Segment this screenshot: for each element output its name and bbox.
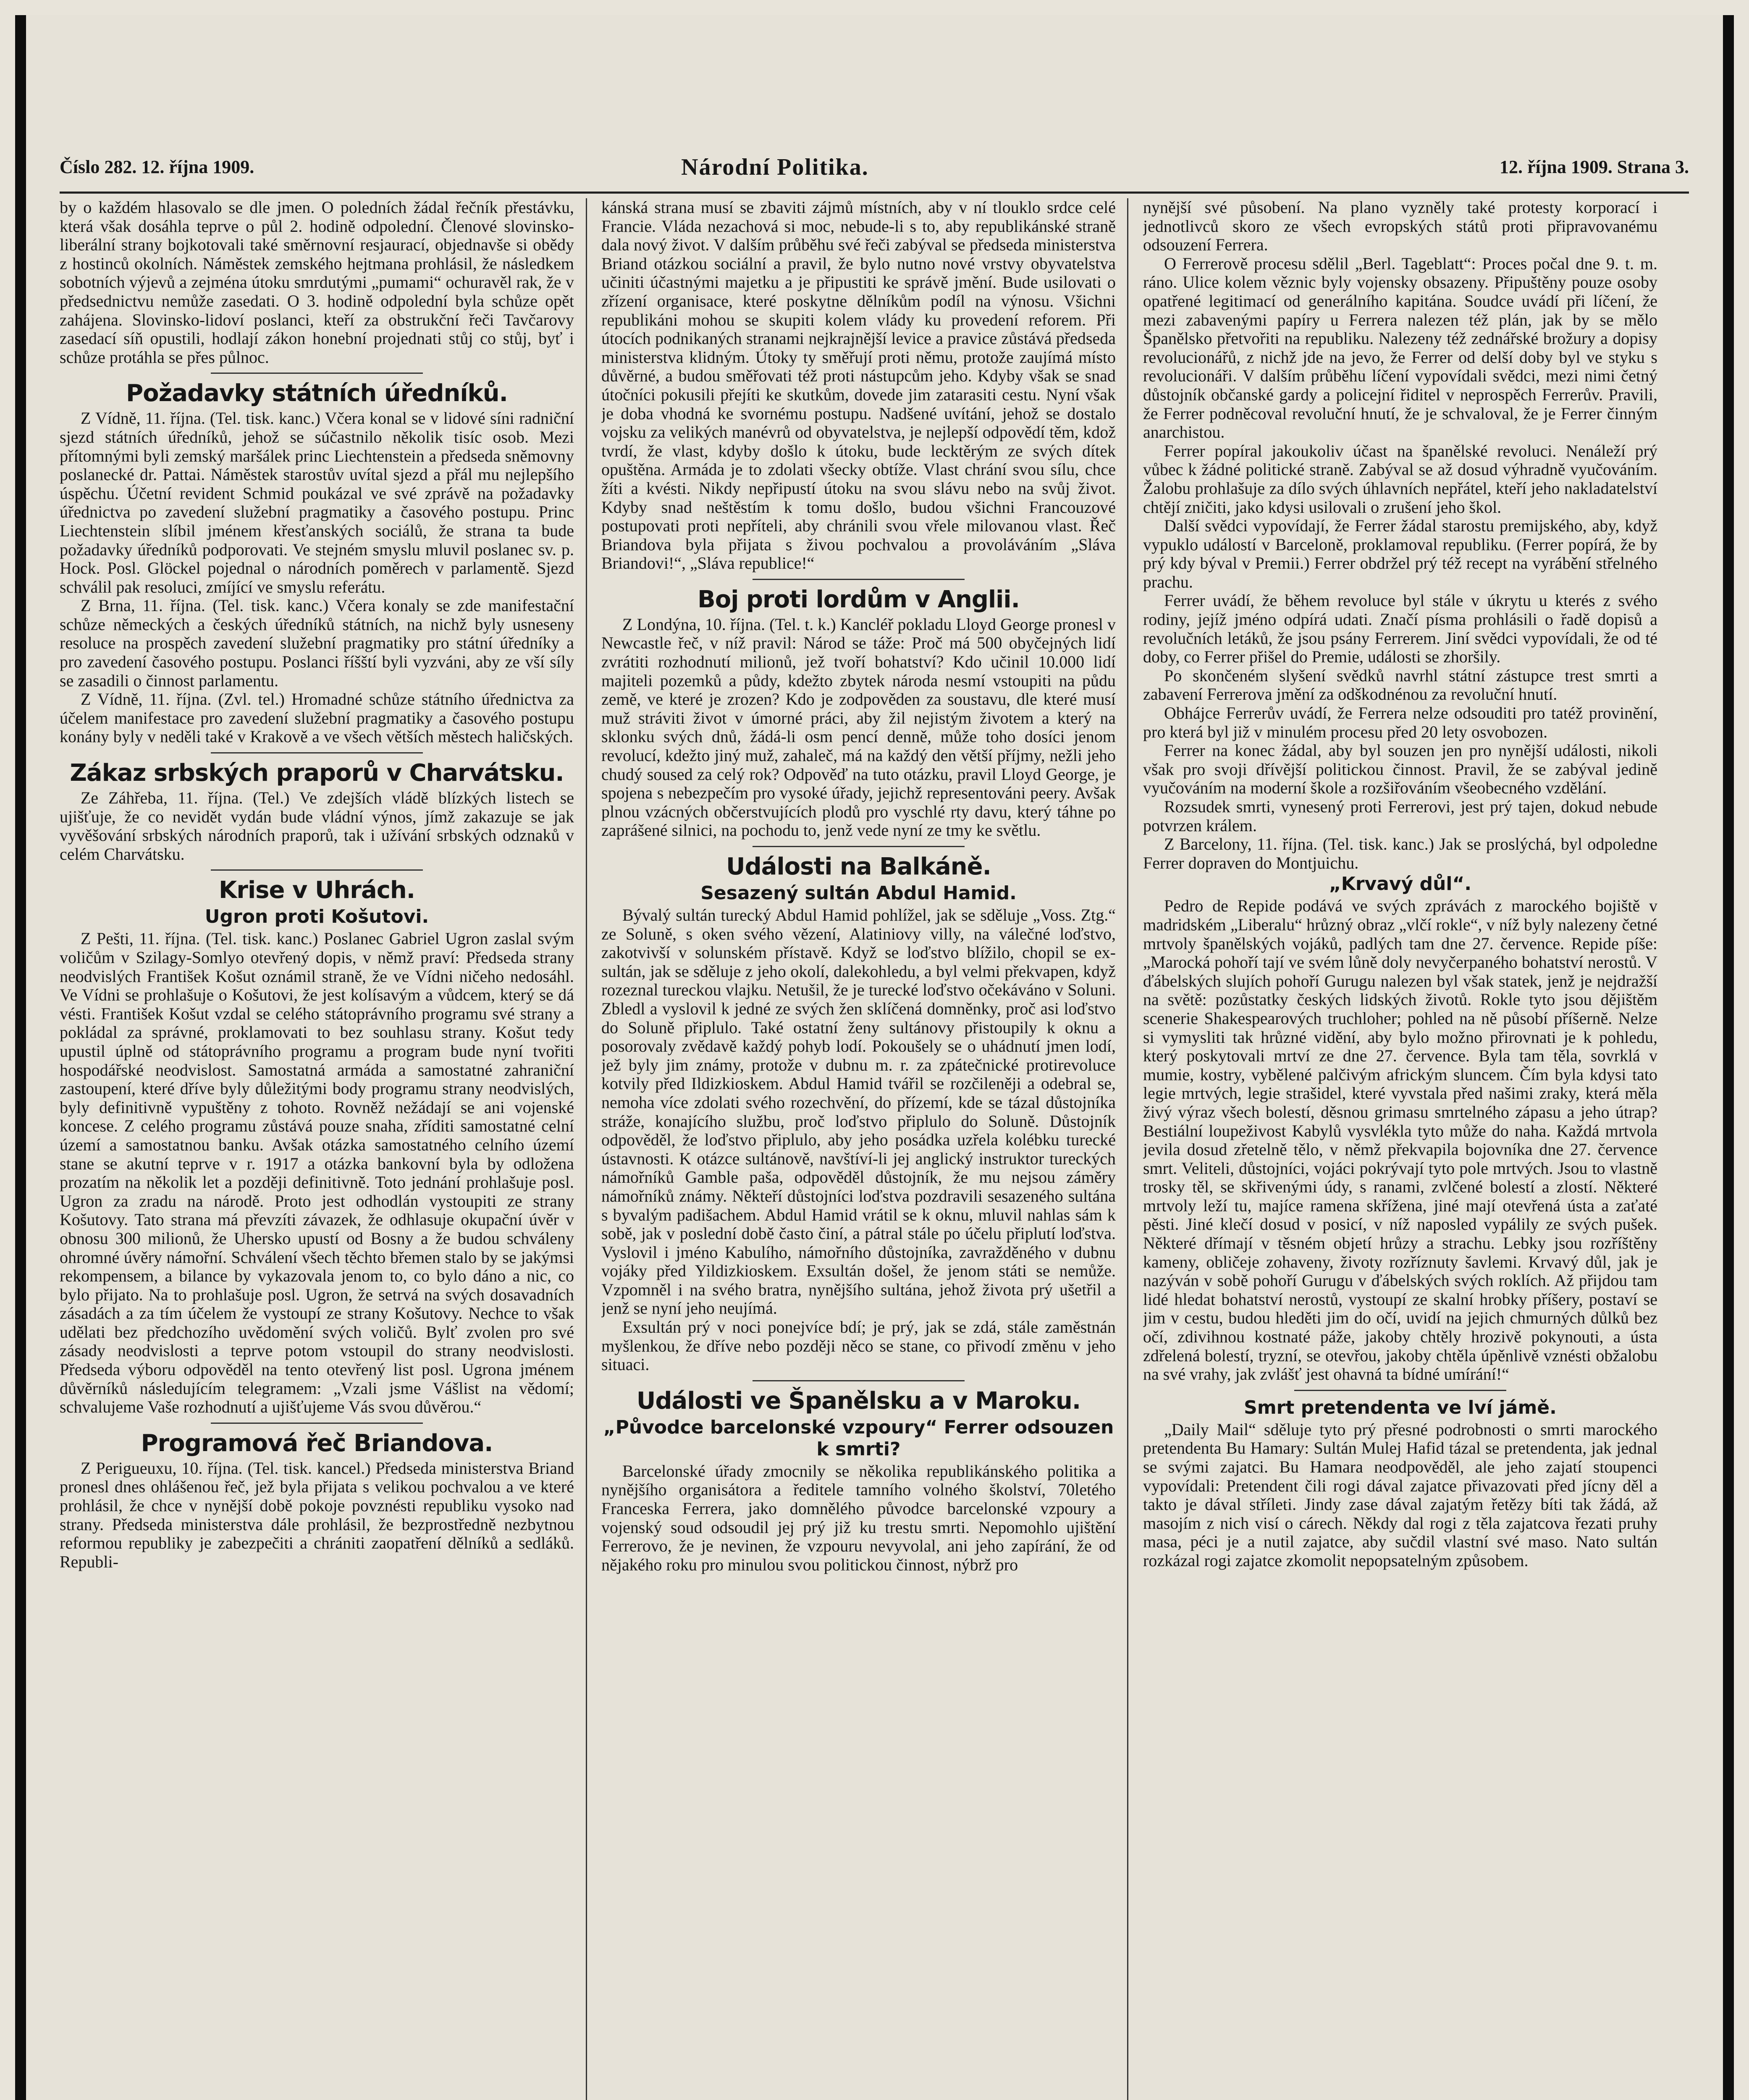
- article-paragraph: by o každém hlasovalo se dle jmen. O poledních žádal řečník přestávku, která však dosáhla teprve o půl 2. hodině odpolední. Členové slovinsko-liberální strany bojkotovali také směrnovní resjaurací, objednavše si obědy z hostinců okolních. Náměstek zemského hejtmana prohlásil, že následkem sobotních výjevů a zejména útoku smrdutými „pumami“ ochuravěl rak, že v předsednictvu nemůže zasedati. O 3. hodině odpolední byla schůze opět zahájena. Slovinsko-lidoví poslanci, kteří za obstrukční řeči Tavčarovy zasedací síň opustili, hodlají zákon honební projednati stůj co stůj, byť i schůze protáhla se přes půlnoc.: [60, 198, 574, 367]
- article-separator: [211, 373, 423, 374]
- page-header: [60, 154, 1689, 183]
- article-paragraph: Bývalý sultán turecký Abdul Hamid pohlížel, jak se sděluje „Voss. Ztg.“ ze Soluně, s oken svého vězení, Alatiniovy villy, na válečné loďstvo, zakotvivší v solunském přístavě. Když se loďstvo blížilo, chopil se ex-sultán, jak se sděluje z jeho okolí, dalekohledu, a byl velmi překvapen, když rozeznal tureckou vlajku. Netušil, že je turecké loďstvo očekáváno v Soluni. Zbledl a vyslovil k jedné ze svých žen sklíčená domněnky, proč asi loďstvo do Soluně připlulo. Také ostatní ženy sultánovy přistoupily k oknu a posorovaly zvědavě každý pohyb lodí. Pokoušely se o uhádnutí jmen lodí, jež byly jim známy, protože v dubnu m. r. za zpátečnické protirevoluce kotvily před Ildizkioskem. Abdul Hamid tvářil se rozčileněji a odebral se, nemoha více zdolati svého rozechvění, do přízemí, kde se tázal důstojníka stráže, konajícího službu, proč loďstvo připlulo do Soluně. Důstojník odpověděl, že loďstvo připlulo, aby jeho posádka uzřela kolébku turecké ústavnosti. K otázce sultánově, navštíví-li jej anglický instruktor tureckých námořníků Gamble paša, odpověděl důstojník, že mu nejsou záměry námořníků známy. Někteří důstojníci loďstva pozdravili sesazeného sultána s byvalým padišachem. Abdul Hamid vrátil se k oknu, mluvil nahlas sám k sobě, jak v poslední době často činí, a pátral stále po účelu připlutí loďstva. Vyslovil i jméno Kabulího, námořního důstojníka, zavražděného v dubnu vojáky před Yildizkioskem. Exsultán došel, že jenom státi se nemůže. Vzpomněl i na svého bratra, nynějšího sultána, jehož života prý ušetřil a jenž se nyní jeho neujímá.: [601, 906, 1116, 1318]
- article-paragraph: Pedro de Repide podává ve svých zprávách z marockého bojiště v madridském „Liberalu“ hrůzný obraz „vlčí rokle“, v níž byly nalezeny četné mrtvoly španělských vojáků, padlých tam dne 27. července. Repide píše: „Marocká pohoří tají ve svém lůně doly nevyčerpaného bohatství nerostů. V ďábelských slujích pohoří Gurugu nalezen byl však statek, jenž je nejdražší na světě: pozůstatky českých lidských životů. Rokle tyto jsou dějištěm scenerie Shakespearových truchloher; pohled na ně působí příšerně. Nelze si vymysliti tak hrůzné vidění, aby bylo možno přirovnati je k pohledu, který poskytovali mrtví ze dne 27. července. Byla tam těla, sovrklá v mumie, kostry, vybělené palčivým africkým sluncem. Čím byla kdysi tato legie mrtvých, legie strašidel, které vyvstala před našimi zraky, která měla živý výraz všech bolestí, děsnou grimasu smrtelného zápasu a jeho útrap? Bestiální loupeživost Kabylů vysvlékla tyto může do naha. Každá mrtvola jevila dosud zřetelně tělo, v němž překvapila bojovníka dne 27. července smrt. Veliteli, důstojníci, vojáci pokrývají tyto pole mrtvých. Jsou to vlastně trosky těl, se skřivenými údy, s ranami, zvlčené bolestí a zlostí. Některé mrtvoly leží tu, majíce ramena skřížena, jiné mají otevřená ústa a zaťaté pěsti. Jiné klečí dosud v posicí, v níž naposled vypálily ze svých pušek. Některé dřímají v těsném objetí hrůzy a strachu. Lebky jsou rozříštěny kameny, obličeje zohaveny, životy rozříznuty šavlemi. Krvavý důl, jak je nazýván v sobě pohoří Gurugu v ďábelských svých roklích. Až přijdou tam lidé hledat bohatství nerostů, vystoupí ze skalní hrobky příšery, postaví se jim v cestu, budou hleděti jim do očí, uvidí na jejich chmurných důlků bez očí, zdivihnou kostnaté páže, jakoby chtěly hrozivě pokynouti, a ústa zdřelená bolestí, tryzní, se otevřou, jakoby chtěla úpěnlivě vznésti obžalobu na své vrahy, jak zvlášť jest ohavná ta bídné umírání!“: [1143, 896, 1657, 1384]
- article-paragraph: Z Pešti, 11. října. (Tel. tisk. kanc.) Poslanec Gabriel Ugron zaslal svým voličům v Szilagy-Somlyo otevřený dopis, v němž praví: Předseda strany neodvislých František Košut oznámil straně, že ve Vídni ničeho nedosáhl. Ve Vídni se prohlašuje o Košutovi, že jest kolísavým a vůdcem, který se dá vésti. František Košut vzdal se celého státoprávního programu své strany a pokládal za správné, proklamovati to bez souhlasu strany. Košut tedy upustil úplně od státoprávního programu a program bude nyní tvořiti hospodářské neodvislost. Samostatná armáda a samostatné zahraniční zastoupení, které dříve byly důležitými body programu strany neodvislých, byly definitivně vypuštěny z tohoto. Rovněž nežádají se ani vojenské koncese. Z celého programu zůstává pouze snaha, zříditi samostatné celní území a samostatnou banku. Avšak otázka samostatného celního území stane se akutní teprve v r. 1917 a otázka bankovní byla by odložena prozatím na několik let a později definitivně. Toto jednání prohlašuje posl. Ugron za zradu na národě. Proto jest odhodlán vystoupiti ze strany Košutovy. Tato strana má převzíti závazek, že odhlasuje okupační úvěr v obnosu 300 milionů, že Uhersko upustí od Bosny a že budou schváleny ohromné úvěry námořní. Schválení všech těchto břemen stalo by se jakýmsi rekompensem, a bilance by vykazovala jenom to, co bylo dáno a nic, co bylo přijato. Na to prohlašuje posl. Ugron, že setrvá na svých dosavadních zásadách a za tím účelem že vystoupí ze strany Košutovy. Nechce to však udělati bez předchozího uvědomění svých voličů. Bylť zvolen pro své zásady neodvislosti a teprve potom vstoupil do strany neodvislosti. Předseda výboru odpověděl na tento otevřený list posl. Ugrona jménem důvěrníků následujícím telegramem: „Vzali jsme Vášlist na vědomí; schvalujeme Vaše rozhodnutí a ujišťujeme Vás svou důvěrou.“: [60, 929, 574, 1417]
- article-paragraph: Exsultán prý v noci ponejvíce bdí; je prý, jak se zdá, stále zaměstnán myšlenkou, že dříve nebo později něco se stane, co přivodí změnu v jeho situaci.: [601, 1318, 1116, 1374]
- article-separator: [753, 1380, 965, 1381]
- subheadline-abdul-hamid: Sesazený sultán Abdul Hamid.: [700, 882, 1017, 904]
- newspaper-title: Národní Politika.: [681, 154, 869, 180]
- article-paragraph: Z Londýna, 10. října. (Tel. t. k.) Kancléř pokladu Lloyd George pronesl v Newcastle řeč, v níž pravil: Národ se táže: Proč má 500 obyčejných lidí zvrátiti rozhodnutí milionů, jež tvoří bohatství? Kdo učinil 10.000 lidí majiteli pozemků a půdy, kdežto zbytek národa nesmí vstoupiti na půdu země, ve které je zrozen? Kdo je zodpověden za soustavu, dle které musí muž stráviti život v úmorné práci, aby žil nejistým životem a který na sklonku svých dnů, žádá-li osm pencí denně, může toho dosíci jenom revolucí, kdežto jiný muž, zahaleč, má na každý den větší příjmy, nežli jeho chudý soused za celý rok? Odpověď na tuto otázku, pravil Lloyd George, je spojena s nebezpečím pro vysoké úřady, jejichž representováni peery. Avšak plnou vzácných občerstvujících plodů pro vyschlé rty davu, který táhne po zaprášené silnici, na pochodu to, jenž vede nyní ze tmy ke světlu.: [601, 614, 1116, 840]
- headline-spanelsko-maroko: Události ve Španělsku a v Maroku.: [636, 1387, 1081, 1415]
- headline-briand: Programová řeč Briandova.: [141, 1429, 493, 1457]
- article-separator: [1294, 1390, 1506, 1391]
- article-paragraph: Z Brna, 11. října. (Tel. tisk. kanc.) Včera konaly se zde manifestační schůze německých a českých úředníků státních, na nichž byly usneseny resoluce na prospěch zavedení služební pragmatiky pro státní úředníky a pro zavedení časového postupu. Poslanci říšští byli vyzváni, aby ze vší síly se zasadili o činnost parlamentu.: [60, 596, 574, 690]
- column-1: [60, 198, 574, 2100]
- article-paragraph: Z Vídně, 11. října. (Tel. tisk. kanc.) Včera konal se v lidové síni radniční sjezd státních úředníků, jehož se súčastnilo několik tisíc osob. Mezi přítomnými byli zemský maršálek princ Liechtenstein a předseda sněmovny poslanecké dr. Pattai. Náměstek starostův uvítal sjezd a přál mu nejlepšího úspěchu. Účetní revident Schmid poukázal ve své zprávě na požadavky úřednictva po zavedení služební pragmatiky a časového postupu. Princ Liechtenstein slíbil jménem křesťanských sociálů, že strana ta bude požadavky úředníků podporovati. Ve stejném smyslu mluvil poslanec sv. p. Hock. Posl. Glöckel pojednal o národních poměrech v parlamentě. Sjezd schválil pak resoluci, zmíjící ve smyslu referátu.: [60, 409, 574, 596]
- article-paragraph: Další svědci vypovídají, že Ferrer žádal starostu premijského, aby, když vypuklo událostí v Barceloně, proklamoval republiku. (Ferrer popírá, že by prý kdy býval v Premii.) Ferrer obdržel prý též recept na vyrábění střelného prachu.: [1143, 516, 1657, 591]
- column-divider: [586, 198, 587, 2100]
- article-paragraph: Obhájce Ferrerův uvádí, že Ferrera nelze odsouditi pro tatéž provinění, pro která byl již v minulém procesu před 20 lety osvobozen.: [1143, 704, 1657, 741]
- headline-statni-urednici: Požadavky státních úředníků.: [126, 380, 508, 407]
- article-paragraph: Ferrer uvádí, že během revoluce byl stále v úkrytu u kterés z svého rodiny, jejíž jméno odpírá udati. Značí písma prohlásili o řadě dopisů a revolučních letáků, že jsou psány Ferrerem. Jiní svědci vypovídali, že od té doby, co Ferrer přišel do Premie, události se zhoršily.: [1143, 591, 1657, 667]
- article-separator: [211, 1423, 423, 1424]
- article-paragraph: Ferrer popíral jakoukoliv účast na španělské revoluci. Nenáleží prý vůbec k žádné politické straně. Zabýval se až dosud výhradně vyučováním. Žalobu prohlašuje za dílo svých úhlavních nepřátel, kteří jeho nakladatelství chtějí zničiti, jako kdysi usilovali o zrušení jeho škol.: [1143, 441, 1657, 517]
- headline-smrt-pretendenta: Smrt pretendenta ve lví jámě.: [1244, 1396, 1557, 1418]
- article-paragraph: Ferrer na konec žádal, aby byl souzen jen pro nynější události, nikoli však pro svoji dřívější politickou činnost. Pravil, že se zabýval jedině vyučováním na moderní škole a rozšiřováním všeobecného vzdělání.: [1143, 741, 1657, 798]
- article-separator: [211, 869, 423, 871]
- article-paragraph: Z Barcelony, 11. října. (Tel. tisk. kanc.) Jak se proslýchá, byl odpoledne Ferrer dopraven do Montjuichu.: [1143, 835, 1657, 872]
- article-paragraph: nynější své působení. Na plano vyzněly také protesty korporací i jednotlivců skoro ze všech evropských států proti připravovanému odsouzení Ferrera.: [1143, 198, 1657, 255]
- date-and-page: 12. října 1909. Strana 3.: [1500, 157, 1689, 177]
- article-paragraph: Rozsudek smrti, vynesený proti Ferrerovi, jest prý tajen, dokud nebude potvrzen králem.: [1143, 797, 1657, 835]
- issue-number: Číslo 282. 12. října 1909.: [60, 157, 254, 177]
- article-separator: [753, 846, 965, 847]
- headline-krise-v-uhrach: Krise v Uhrách.: [218, 877, 415, 904]
- headline-krvavy-dul: „Krvavý důl“.: [1329, 873, 1472, 895]
- header-rule: [60, 192, 1689, 194]
- article-paragraph: „Daily Mail“ sděluje tyto prý přesné podrobnosti o smrti marockého pretendenta Bu Hamary: Sultán Mulej Hafid tázal se pretendenta, jak jednal se svými zajatci. Bu Hamara neodpověděl, ale jeho zajatí stoupenci vypovídali: Pretendent čili rogi dával zajatce přivazovati před jícny děl a takto je dával stříleti. Jindy zase dával zajatým řetězy bíti tak žádá, až masojím z nich visí o cárech. Někdy dal rogi z těla zajatcova řezati pruhy masa, péci je a nutil zajatce, aby sučdil vlastní své maso. Nato sultán rozkázal rogi zajatce zkomolit nepopsatelným způsobem.: [1143, 1420, 1657, 1570]
- article-paragraph: Po skončeném slyšení svědků navrhl státní zástupce trest smrti a zabavení Ferrerova jmění za odškodnénou za revoluční hnutí.: [1143, 666, 1657, 704]
- article-separator: [753, 579, 965, 580]
- subheadline-ugron: Ugron proti Košutovi.: [205, 906, 429, 928]
- article-paragraph: Ze Záhřeba, 11. října. (Tel.) Ve zdejších vládě blízkých listech se ujišťuje, že co nevidět vydán bude vládní výnos, jímž zakazuje se jak vyvěšování srbských národních praporů, tak i užívání srbských odznaků v celém Charvátsku.: [60, 788, 574, 864]
- article-paragraph: Z Vídně, 11. října. (Zvl. tel.) Hromadné schůze státního úřednictva za účelem manifestace pro zavedení služební pragmatiky a časového postupu konány byly v neděli také v Krakově a ve všech větších městech haličských.: [60, 690, 574, 746]
- newspaper-page: [15, 15, 1734, 2100]
- article-paragraph: Z Perigueuxu, 10. října. (Tel. tisk. kancel.) Předseda ministerstva Briand pronesl dnes ohlášenou řeč, jež byla přijata s velikou pochvalou a ve které prohlásil, že chce v nynější době pokoje povznésti republiku vysoko nad strany. Předseda ministerstva dále prohlásil, že bezprostředně nezbytnou reformou republiky je zabezpečiti a chrániti zaopatření dělníků a sedláků. Republi-: [60, 1458, 574, 1571]
- column-3: [1143, 198, 1657, 2100]
- headline-balkan: Události na Balkáně.: [726, 853, 991, 880]
- article-separator: [211, 752, 423, 753]
- article-paragraph: O Ferrerově procesu sdělil „Berl. Tageblatt“: Proces počal dne 9. t. m. ráno. Ulice kolem věznic byly vojensky obsazeny. Připuštěny pouze osoby opatřené legitimací od generálního kapitána. Soudce uvádí při líčení, že mezi zabavenými papíry u Ferrera nalezen též plán, jak by se mělo Španělsko přetvořiti na republiku. Nalezeny též zednářské brožury a dopisy revolucionářů, z nichž jde na jevo, že Ferrer od delší doby byl ve styku s revolucionáři. V dalším průběhu líčení vypovídali svědci, mezi nimi četný důstojník občanské gardy a policejní řiditel v neprospěch Ferrerův. Pravili, že Ferrer podněcoval revoluční hnutí, že je schvaloval, že je Ferrer činným anarchistou.: [1143, 254, 1657, 442]
- column-divider: [1127, 198, 1128, 2100]
- article-paragraph: Barcelonské úřady zmocnily se několika republikánského politika a nynějšího organisátora a ředitele tamního volného školství, 70letého Franceska Ferrera, jako domnělého původce barcelonské vzpoury a vojenský soud odsoudil jej prý již ku trestu smrti. Nepomohlo ujištění Ferrerovo, že je nevinen, že vzpouru nevyvolal, ani jeho zapírání, že od nějakého roku pro minulou svou politickou činnost, nýbrž pro: [601, 1461, 1116, 1574]
- column-2: [601, 198, 1116, 2100]
- headline-boj-proti-lordum: Boj proti lordům v Anglii.: [698, 585, 1020, 613]
- article-paragraph: kánská strana musí se zbaviti zájmů místních, aby v ní tlouklo srdce celé Francie. Vláda nezachová si moc, nebude-li s to, aby republikánské straně dala nový život. V dalším průběhu své řeči zabýval se předseda ministerstva Briand otázkou sociální a pravil, že bylo nutno nové vrstvy obyvatelstva učiniti účastnými majetku a je připustiti ke správě jmění. Bude usilovati o zřízení organisace, které poskytne dělníkům podíl na výnosu. Všichni republikáni mohou se skupiti kolem vlády ku provedení reforem. Při útocích podnikaných stranami nejkrajnější levice a pravice zůstává předseda ministerstva klidným. Útoky ty směřují proti němu, protože zaujímá místo důvěrné, a budou směřovati též proti nástupcům jeho. Kdyby však se snad útočníci pokusili přejíti ke skutkům, dovede jim zatarasiti cestu. Nyní však je doba vhodná ke svornému postupu. Nadšené uvítání, jehož se dostalo vojsku za velikých manévrů od obyvatelstva, je nejlepší odpovědí těm, kdož tvrdí, že vlast, kdyby došlo k útoku, bude lecktěrým ze svých dítek opuštěna. Armáda je to zdolati všecky obtíže. Vlast chrání svou sílu, chce žíti a kvésti. Nikdy nepřipustí útoku na svou slávu nebo na svůj život. Kdyby snad neštěstím k tomu došlo, budou všichni Francouzové postupovati proti nepříteli, aby chránili svou vřele milovanou vlast. Řeč Briandova byla přijata s živou pochvalou a provoláváním „Sláva Briandovi!“, „Sláva republice!“: [601, 198, 1116, 573]
- subheadline-ferrer: „Původce barcelonské vzpoury“ Ferrer odsouzen k smrti?: [603, 1416, 1114, 1460]
- headline-srbske-prapory: Zákaz srbských praporů v Charvátsku.: [70, 759, 564, 787]
